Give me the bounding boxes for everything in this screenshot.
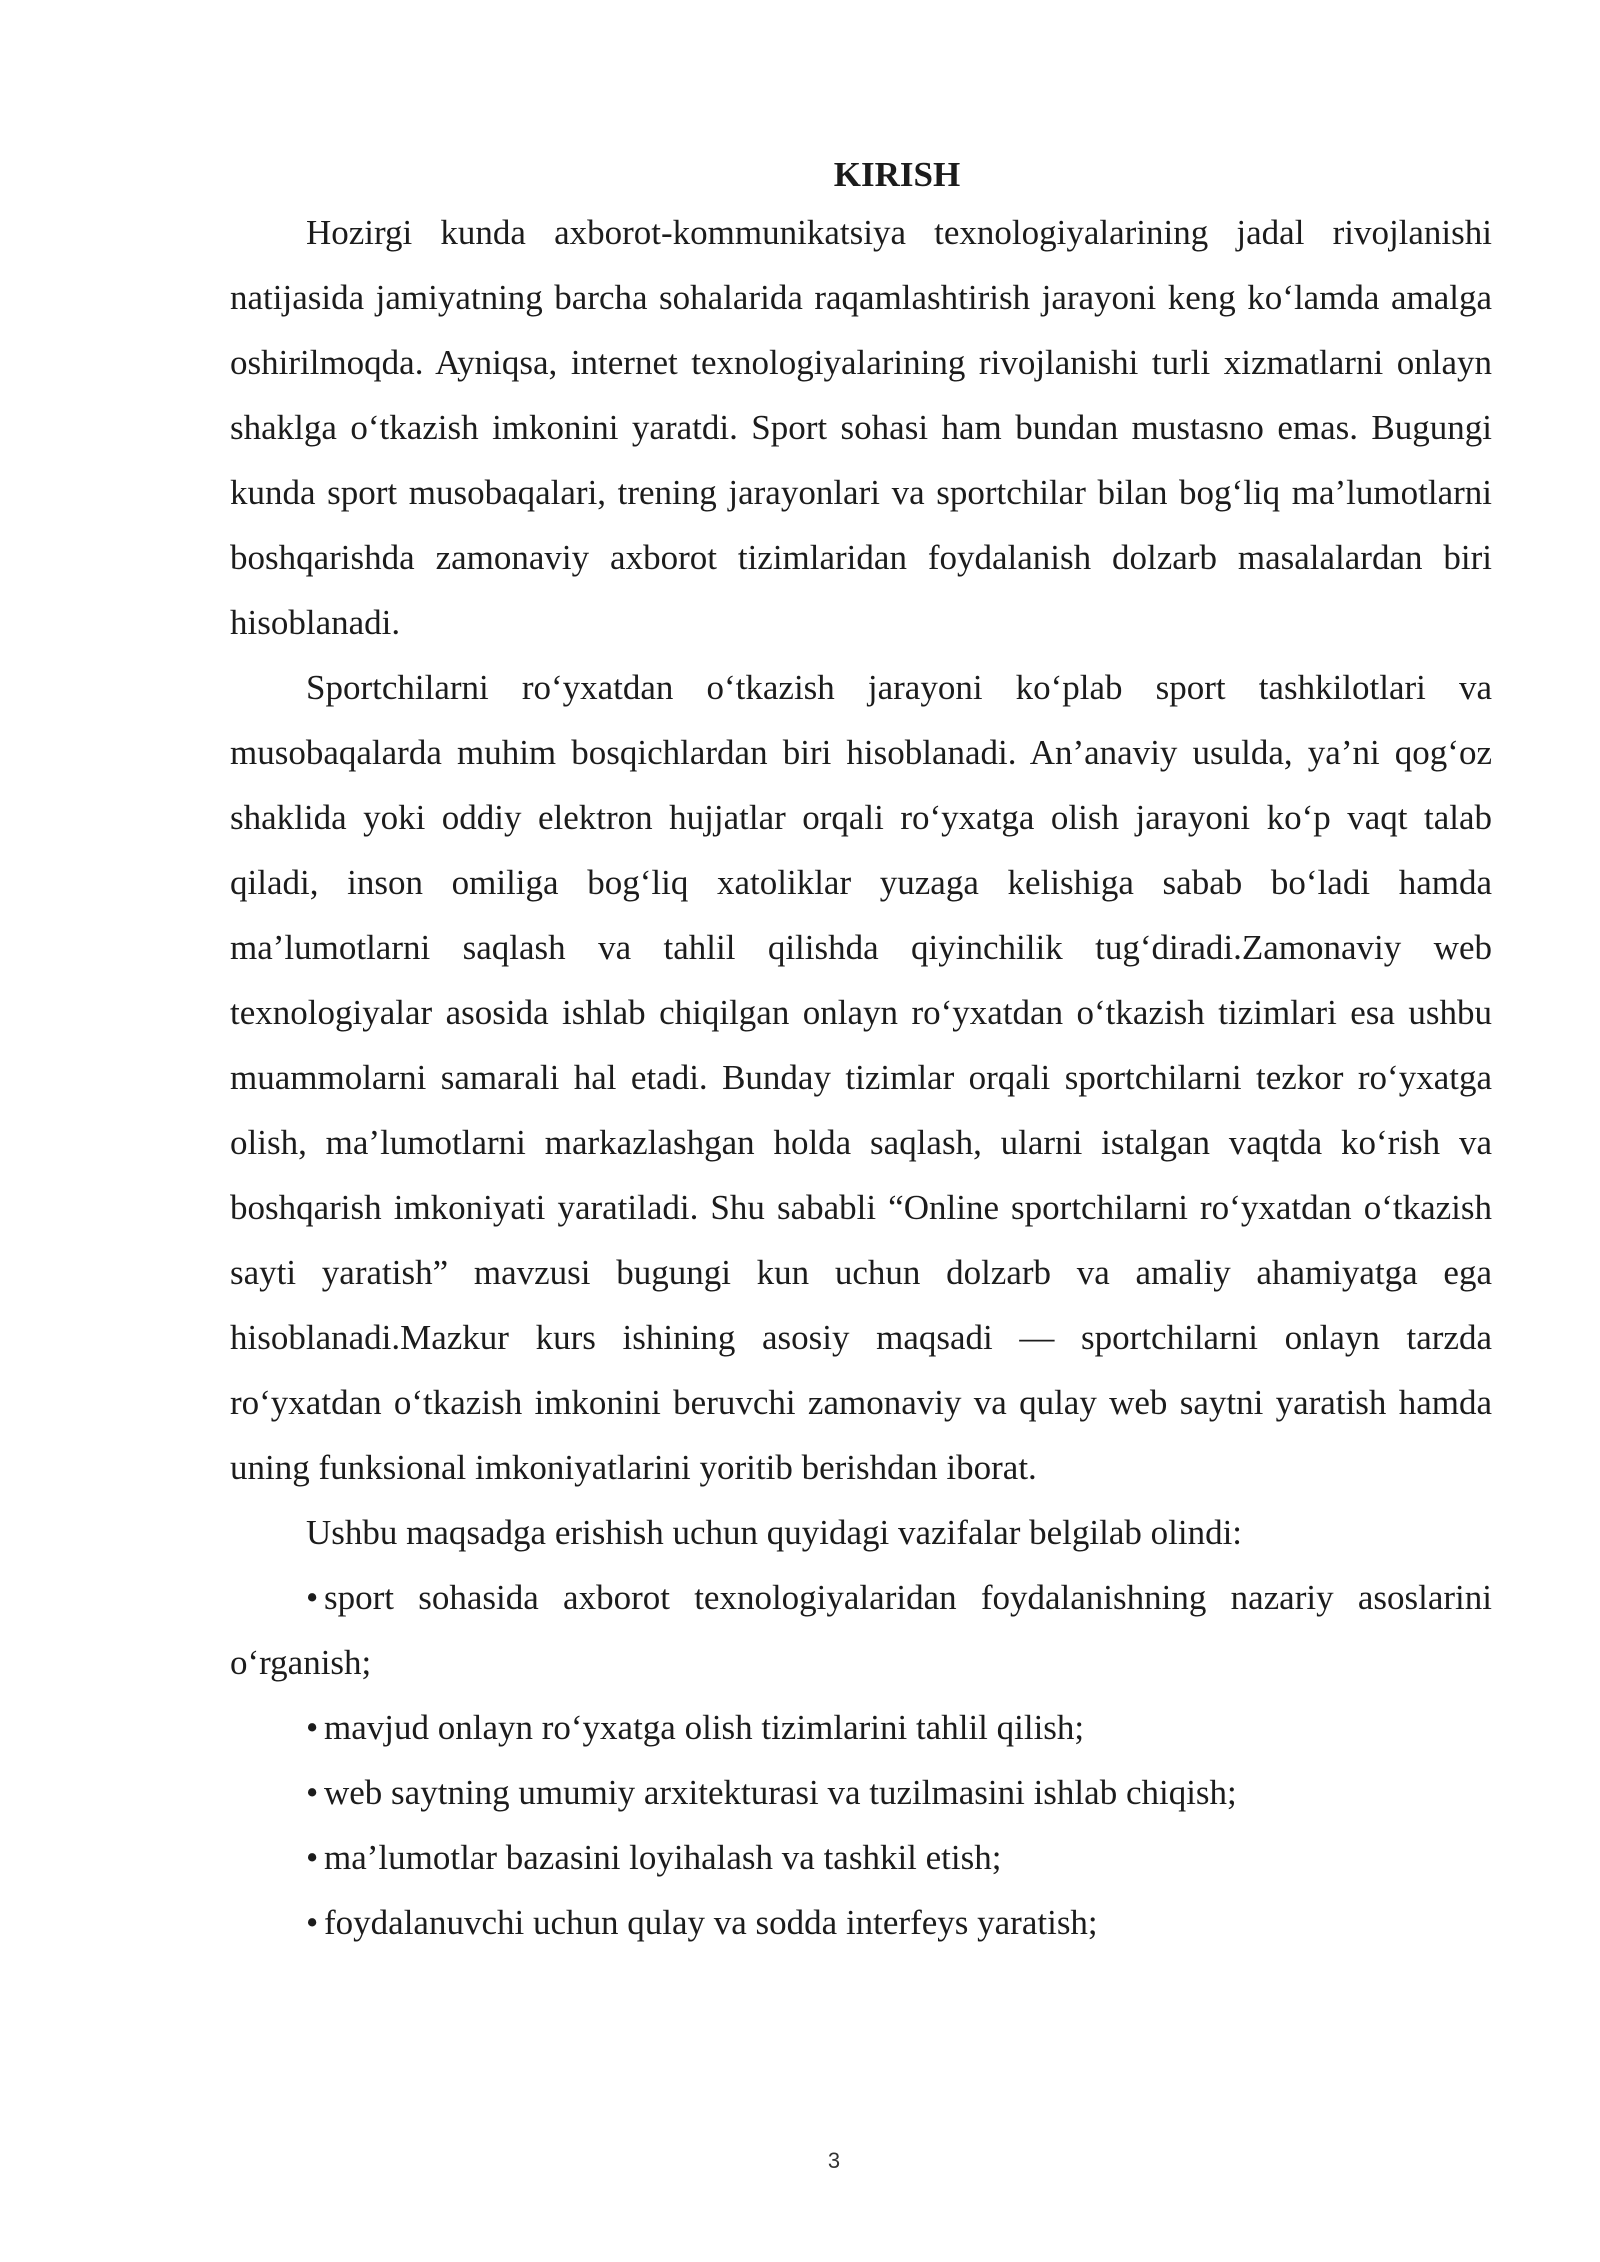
list-item [230,1695,1492,1760]
list-item [230,1565,1492,1695]
paragraph-intro: Hozirgi kunda axborot-kommunikatsiya texnologiyalarining jadal rivojlanishi natijasida jamiyatning barcha sohalarida raqamlashtirish jarayoni keng ko‘lamda amalga oshirilmoqda. Ayniqsa, internet texnologiyalarining rivojlanishi turli xizmatlarni onlayn shaklga o‘tkazish imkonini yaratdi. Sport sohasi ham bundan mustasno emas. Bugungi kunda sport musobaqalari, trening jarayonlari va sportchilar bilan bog‘liq ma’lumotlarni boshqarishda zamonaviy axborot tizimlaridan foydalanish dolzarb masalalardan biri hisoblanadi. [230,213,1492,642]
list-item [230,1760,1492,1825]
list-item [230,1825,1492,1890]
list-item [230,1890,1492,1955]
section-heading: KIRISH [833,155,961,194]
bullet-icon: • [306,1773,319,1812]
list-item-text: foydalanuvchi uchun qulay va sodda interfeys yaratish; [324,1903,1098,1942]
list-item-text: web saytning umumiy arxitekturasi va tuzilmasini ishlab chiqish; [324,1773,1237,1812]
list-item-text: mavjud onlayn ro‘yxatga olish tizimlarini tahlil qilish; [324,1708,1085,1747]
tasks-intro: Ushbu maqsadga erishish uchun quyidagi vazifalar belgilab olindi: [306,1513,1243,1552]
bullet-icon: • [306,1838,319,1877]
paragraph-registration: Sportchilarni ro‘yxatdan o‘tkazish jarayoni ko‘plab sport tashkilotlari va musobaqalarda muhim bosqichlardan biri hisoblanadi. An’anaviy usulda, ya’ni qog‘oz shaklida yoki oddiy elektron hujjatlar orqali ro‘yxatga olish jarayoni ko‘p vaqt talab qiladi, inson omiliga bog‘liq xatoliklar yuzaga kelishiga sabab bo‘ladi hamda ma’lumotlarni saqlash va tahlil qilishda qiyinchilik tug‘diradi.Zamonaviy web texnologiyalar asosida ishlab chiqilgan onlayn ro‘yxatdan o‘tkazish tizimlari esa ushbu muammolarni samarali hal etadi. Bunday tizimlar orqali sportchilarni tezkor ro‘yxatga olish, ma’lumotlarni markazlashgan holda saqlash, ularni istalgan vaqtda ko‘rish va boshqarish imkoniyati yaratiladi. Shu sababli “Online sportchilarni ro‘yxatdan o‘tkazish sayti yaratish” mavzusi bugungi kun uchun dolzarb va amaliy ahamiyatga ega hisoblanadi.Mazkur kurs ishining asosiy maqsadi — sportchilarni onlayn tarzda ro‘yxatdan o‘tkazish imkonini beruvchi zamonaviy va qulay web saytni yaratish hamda uning funksional imkoniyatlarini yoritib berishdan iborat. [230,668,1492,1487]
bullet-icon: • [306,1708,319,1747]
list-item-text: ma’lumotlar bazasini loyihalash va tashkil etish; [324,1838,1002,1877]
list-item-text: sport sohasida axborot texnologiyalaridan foydalanishning nazariy asoslarini o‘rganish; [230,1578,1492,1682]
page-number: 3 [827,2148,841,2173]
bullet-icon: • [306,1903,319,1942]
page-content [230,150,1492,1955]
bullet-icon: • [306,1578,319,1617]
tasks-list [230,1565,1492,1955]
